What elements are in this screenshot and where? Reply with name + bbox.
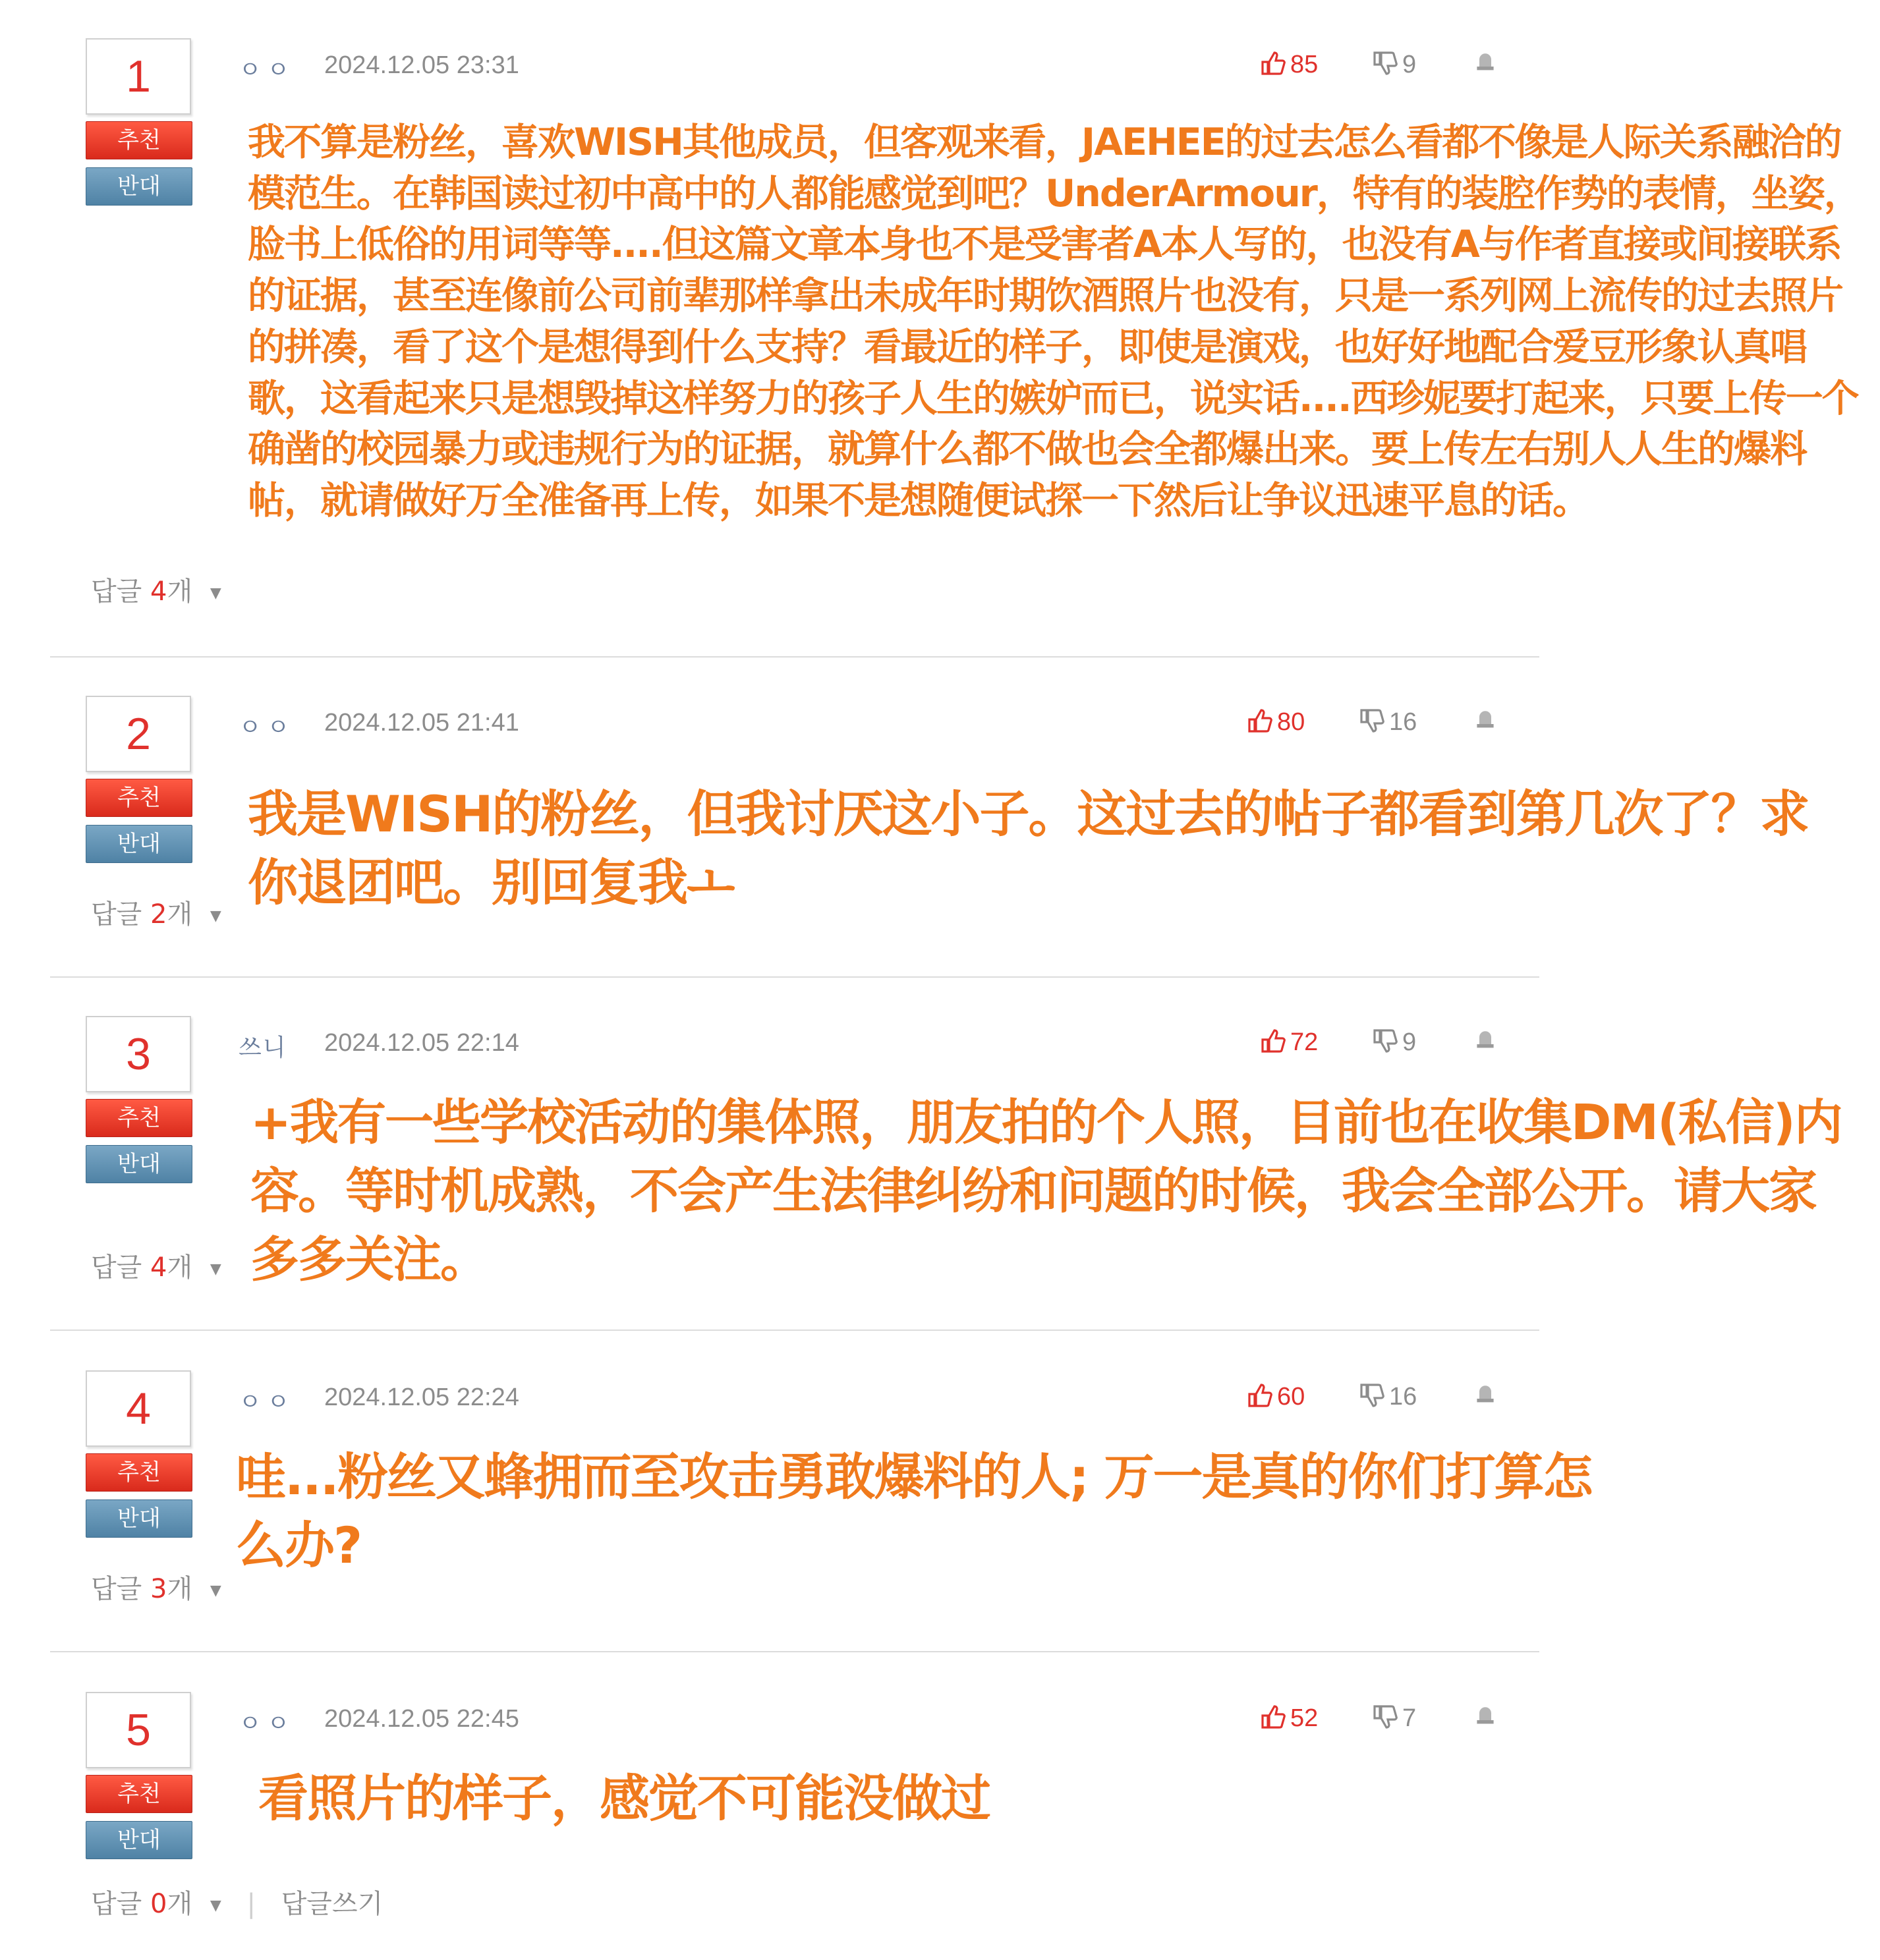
reply-count: 4 [150, 1252, 167, 1283]
recommend-button[interactable]: 추천 [86, 1453, 192, 1492]
like-count[interactable] [1247, 708, 1305, 737]
thumbs-up-icon [1260, 1028, 1286, 1054]
comment-author: ㅇㅇ [239, 57, 295, 84]
divider [50, 656, 1539, 658]
thumbs-up-icon [1247, 708, 1273, 734]
reply-unit: 개 [167, 1574, 193, 1604]
comment-date: 2024.12.05 22:14 [324, 1029, 519, 1057]
report-siren-icon [1473, 1026, 1497, 1050]
chevron-down-icon: ▼ [210, 908, 221, 924]
comment-date: 2024.12.05 21:41 [324, 709, 519, 737]
comment-author: ㅇㅇ [239, 1710, 295, 1737]
like-count[interactable] [1260, 50, 1318, 79]
chevron-down-icon: ▼ [210, 1897, 221, 1914]
like-count-value: 72 [1290, 1028, 1319, 1056]
reply-label: 답글 [91, 1574, 142, 1604]
reply-toggle[interactable] [91, 893, 221, 931]
chevron-down-icon: ▼ [210, 585, 221, 602]
reply-unit: 개 [167, 576, 193, 607]
reply-count: 0 [150, 1889, 167, 1919]
comment-author: 쓰니 [239, 1034, 287, 1061]
chevron-down-icon: ▼ [210, 1582, 221, 1599]
write-reply-link[interactable]: 답글쓰기 [281, 1889, 384, 1919]
thumbs-down-icon [1372, 1028, 1398, 1054]
like-count-value: 60 [1277, 1383, 1305, 1411]
comment-text: 看照片的样子，感觉不可能没做过 [258, 1769, 990, 1828]
reply-label: 답글 [91, 1252, 142, 1283]
dislike-count-value: 7 [1402, 1704, 1417, 1732]
reply-label: 답글 [91, 1889, 142, 1919]
like-count-value: 85 [1290, 51, 1319, 78]
thumbs-down-icon [1359, 708, 1385, 734]
thumbs-up-icon [1260, 50, 1286, 76]
comment-author: ㅇㅇ [239, 1389, 295, 1416]
divider [50, 1330, 1539, 1331]
comment-author: ㅇㅇ [239, 714, 295, 741]
dislike-count[interactable] [1372, 50, 1416, 79]
reply-toggle[interactable] [91, 1568, 221, 1606]
comment-text: 我不算是粉丝，喜欢WISH其他成员，但客观来看，JAEHEE的过去怎么看都不像是人际关系融洽的模范生。在韩国读过初中高中的人都能感觉到吧？UnderArmour，特有的装腔作势的表情，坐姿，脸书上低俗的用词等等....但这篇文章本身也不是受害者A本人写的，也没有A与作者直接或间接联系的证据，甚至连像前公司前辈那样拿出未成年时期饮酒照片也没有，只是一系列网上流传的过去照片的拼凑，看了这个是想得到什么支持？看最近的样子，即使是演戏，也好好地配合爱豆形象认真唱歌，这看起来只是想毁掉这样努力的孩子人生的嫉妒而已，说实话....西珍妮要打起来，只要上传一个确凿的校园暴力或违规行为的证据，就算什么都不做也会全都爆出来。要上传左右别人人生的爆料帖，就请做好万全准备再上传，如果不是想随便试探一下然后让争议迅速平息的话。 [248, 121, 1860, 522]
reply-toggle[interactable] [91, 571, 221, 608]
report-siren-icon [1473, 706, 1497, 730]
rank-badge: 2 [86, 696, 191, 772]
report-siren-icon [1473, 1702, 1497, 1726]
recommend-button[interactable]: 추천 [86, 121, 192, 159]
dislike-count-value: 16 [1389, 1383, 1417, 1411]
thumbs-down-icon [1372, 50, 1398, 76]
oppose-button[interactable]: 반대 [86, 1499, 192, 1538]
reply-count: 3 [150, 1574, 167, 1604]
reply-unit: 개 [167, 899, 193, 930]
chevron-down-icon: ▼ [210, 1261, 221, 1277]
rank-badge: 3 [86, 1016, 191, 1092]
rank-badge: 4 [86, 1370, 191, 1447]
dislike-count[interactable] [1359, 1382, 1417, 1411]
comment-text: +我有一些学校活动的集体照，朋友拍的个人照，目前也在收集DM(私信)内容。等时机成熟，不会产生法律纠纷和问题的时候，我会全部公开。请大家多多关注。 [250, 1094, 1842, 1288]
report-siren-icon [1473, 1381, 1497, 1405]
reply-label: 답글 [91, 576, 142, 607]
reply-unit: 개 [167, 1889, 193, 1919]
oppose-button[interactable]: 반대 [86, 167, 192, 206]
comment-date: 2024.12.05 22:24 [324, 1384, 519, 1411]
dislike-count-value: 16 [1389, 708, 1417, 736]
separator: | [246, 1889, 256, 1919]
reply-unit: 개 [167, 1252, 193, 1283]
like-count[interactable] [1260, 1704, 1318, 1733]
dislike-count[interactable] [1372, 1028, 1416, 1057]
report-button[interactable] [1473, 49, 1497, 75]
like-count[interactable] [1260, 1028, 1318, 1057]
reply-count: 2 [150, 899, 167, 930]
comment-date: 2024.12.05 23:31 [324, 51, 519, 79]
report-button[interactable] [1473, 706, 1497, 733]
oppose-button[interactable]: 반대 [86, 1821, 192, 1859]
oppose-button[interactable]: 반대 [86, 1145, 192, 1183]
thumbs-up-icon [1247, 1382, 1273, 1409]
report-button[interactable] [1473, 1026, 1497, 1053]
comment-date: 2024.12.05 22:45 [324, 1705, 519, 1733]
reply-toggle[interactable] [91, 1246, 221, 1284]
like-count-value: 52 [1290, 1704, 1319, 1732]
reply-label: 답글 [91, 899, 142, 930]
report-button[interactable] [1473, 1702, 1497, 1729]
rank-badge: 1 [86, 38, 191, 115]
thumbs-down-icon [1372, 1704, 1398, 1730]
reply-toggle[interactable] [91, 1883, 383, 1920]
reply-count: 4 [150, 576, 167, 607]
thumbs-up-icon [1260, 1704, 1286, 1730]
report-siren-icon [1473, 49, 1497, 72]
recommend-button[interactable]: 추천 [86, 779, 192, 817]
oppose-button[interactable]: 반대 [86, 825, 192, 863]
like-count[interactable] [1247, 1382, 1305, 1411]
recommend-button[interactable]: 추천 [86, 1775, 192, 1813]
report-button[interactable] [1473, 1381, 1497, 1407]
thumbs-down-icon [1359, 1382, 1385, 1409]
dislike-count[interactable] [1359, 708, 1417, 737]
dislike-count-value: 9 [1402, 1028, 1417, 1056]
dislike-count[interactable] [1372, 1704, 1416, 1733]
rank-badge: 5 [86, 1692, 191, 1768]
dislike-count-value: 9 [1402, 51, 1417, 78]
recommend-button[interactable]: 추천 [86, 1099, 192, 1137]
like-count-value: 80 [1277, 708, 1305, 736]
comment-text: 哇...粉丝又蜂拥而至攻击勇敢爆料的人; 万一是真的你们打算怎么办? [236, 1447, 1592, 1575]
comment-text: 我是WISH的粉丝，但我讨厌这小子。这过去的帖子都看到第几次了？求你退团吧。别回复我ㅗ [248, 785, 1809, 912]
divider [50, 1651, 1539, 1652]
divider [50, 976, 1539, 978]
